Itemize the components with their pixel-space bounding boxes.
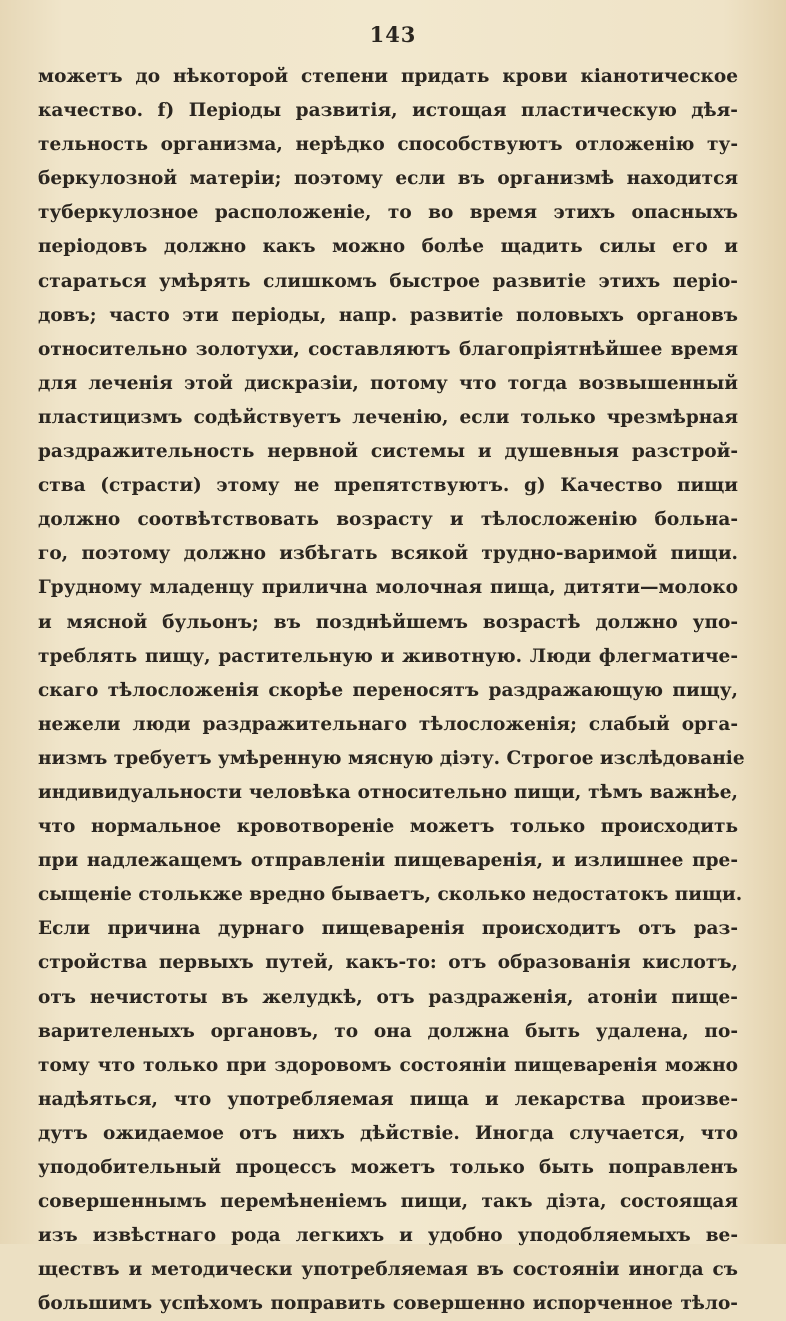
text-line: треблять пищу, растительную и животную. Люди флегматиче- xyxy=(38,645,738,667)
text-line: стройства первыхъ путей, какъ-то: отъ образованія кислотъ, xyxy=(38,952,738,974)
text-line: отъ нечистоты въ желудкѣ, отъ раздраженія, атоніи пище- xyxy=(38,986,738,1008)
text-line: сыщеніе столькже вредно бываетъ, сколько недостатокъ пищи. xyxy=(38,884,743,906)
text-line: туберкулозное расположеніе, то во время этихъ опасныхъ xyxy=(38,202,738,224)
text-line: относительно золотухи, составляютъ благопріятнѣйшее время xyxy=(38,338,738,360)
text-line: нежели люди раздражительнаго тѣлосложенія; слабый орга- xyxy=(38,713,738,735)
text-line: что нормальное кровотвореніе можетъ только происходить xyxy=(38,816,738,838)
text-line: пластицизмъ содѣйствуетъ леченію, если только чрезмѣрная xyxy=(38,406,738,428)
text-line: Грудному младенцу прилична молочная пища, дитяти—молоко xyxy=(38,577,738,599)
text-line: стараться умѣрять слишкомъ быстрое развитіе этихъ періо- xyxy=(38,270,738,292)
text-line: большимъ успѣхомъ поправить совершенно испорченное тѣло- xyxy=(38,1293,738,1315)
text-line: довъ; часто эти періоды, напр. развитіе половыхъ органовъ xyxy=(38,304,738,326)
text-line: Если причина дурнаго пищеваренія происходитъ отъ раз- xyxy=(38,918,738,940)
text-line: совершеннымъ перемѣненіемъ пищи, такъ діэта, состоящая xyxy=(38,1191,738,1213)
text-line: раздражительность нервной системы и душевныя разстрой- xyxy=(38,441,738,463)
text-line: ществъ и методически употребляемая въ состояніи иногда съ xyxy=(38,1259,738,1281)
text-line: надѣяться, что употребляемая пища и лекарства произве- xyxy=(38,1088,738,1110)
text-line: беркулозной матеріи; поэтому если въ организмѣ находится xyxy=(38,168,738,190)
text-line: тельность организма, нерѣдко способствуютъ отложенію ту- xyxy=(38,134,738,156)
text-line: варителеныхъ органовъ, то она должна быть удалена, по- xyxy=(38,1020,738,1042)
text-line: индивидуальности человѣка относительно пищи, тѣмъ важнѣе, xyxy=(38,781,738,803)
text-line: уподобительный процессъ можетъ только быть поправленъ xyxy=(38,1157,738,1178)
text-line: для леченія этой дискразіи, потому что тогда возвышенный xyxy=(38,372,738,394)
text-line: скаго тѣлосложенія скорѣе переносятъ раздражающую пищу, xyxy=(38,679,738,701)
text-line: изъ извѣстнаго рода легкихъ и удобно уподобляемыхъ ве- xyxy=(38,1225,738,1247)
text-line: тому что только при здоровомъ состояніи пищеваренія можно xyxy=(38,1054,738,1076)
text-line: періодовъ должно какъ можно болѣе щадить силы его и xyxy=(38,236,738,258)
text-line: ства (страсти) этому не препятствуютъ. g) Качество пищи xyxy=(38,475,738,497)
text-line: низмъ требуетъ умѣренную мясную діэту. Строгое изслѣдованіе xyxy=(38,747,745,769)
text-line: качество. f) Періоды развитія, истощая пластическую дѣя- xyxy=(38,100,738,122)
text-line: и мясной бульонъ; въ позднѣйшемъ возрастѣ должно упо- xyxy=(38,611,738,633)
body-text xyxy=(38,60,745,1321)
text-line: должно соотвѣтствовать возрасту и тѣлосложенію больна- xyxy=(38,509,738,531)
text-line: при надлежащемъ отправленіи пищеваренія, и излишнее пре- xyxy=(38,850,738,872)
text-line: го, поэтому должно избѣгать всякой трудно-варимой пищи. xyxy=(38,543,738,565)
page-number: 143 xyxy=(369,22,417,47)
text-line: дутъ ожидаемое отъ нихъ дѣйствіе. Иногда случается, что xyxy=(38,1122,738,1144)
text-line: можетъ до нѣкоторой степени придать крови кіанотическое xyxy=(38,66,738,87)
